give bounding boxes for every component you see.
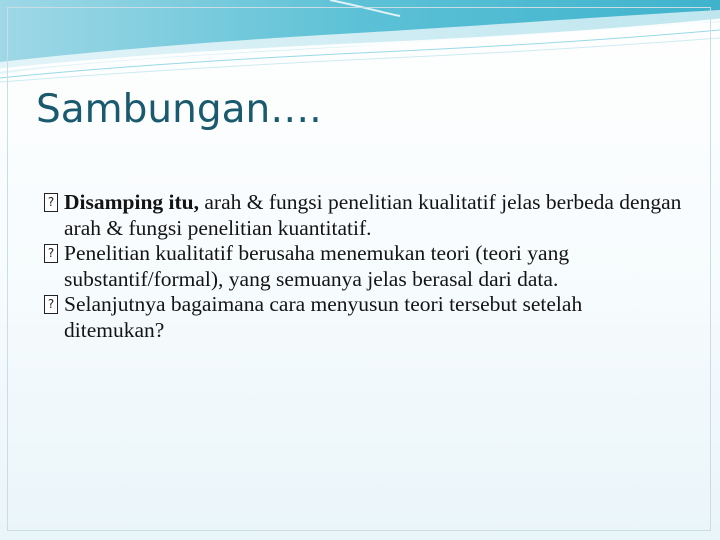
- bullet-text: Selanjutnya bagaimana cara menyusun teori tersebut setelah ditemukan?: [64, 292, 583, 342]
- bullet-item: [44, 292, 684, 343]
- bullet-list: [44, 190, 684, 344]
- bullet-glyph-icon: ?: [44, 295, 58, 314]
- bullet-item: [44, 241, 684, 292]
- bullet-text: Penelitian kualitatif berusaha menemukan teori (teori yang substantif/formal), yang semuanya jelas berasal dari data.: [64, 241, 570, 291]
- bullet-lead: Disamping itu,: [64, 190, 200, 214]
- bullet-glyph-icon: ?: [44, 244, 58, 263]
- decorative-wave-header: [0, 0, 720, 90]
- bullet-item: [44, 190, 684, 241]
- bullet-text: arah & fungsi penelitian kualitatif jelas berbeda dengan arah & fungsi penelitian kuantitatif.: [64, 190, 682, 240]
- slide-title: Sambungan….: [36, 87, 322, 132]
- bullet-glyph-icon: ?: [44, 193, 58, 212]
